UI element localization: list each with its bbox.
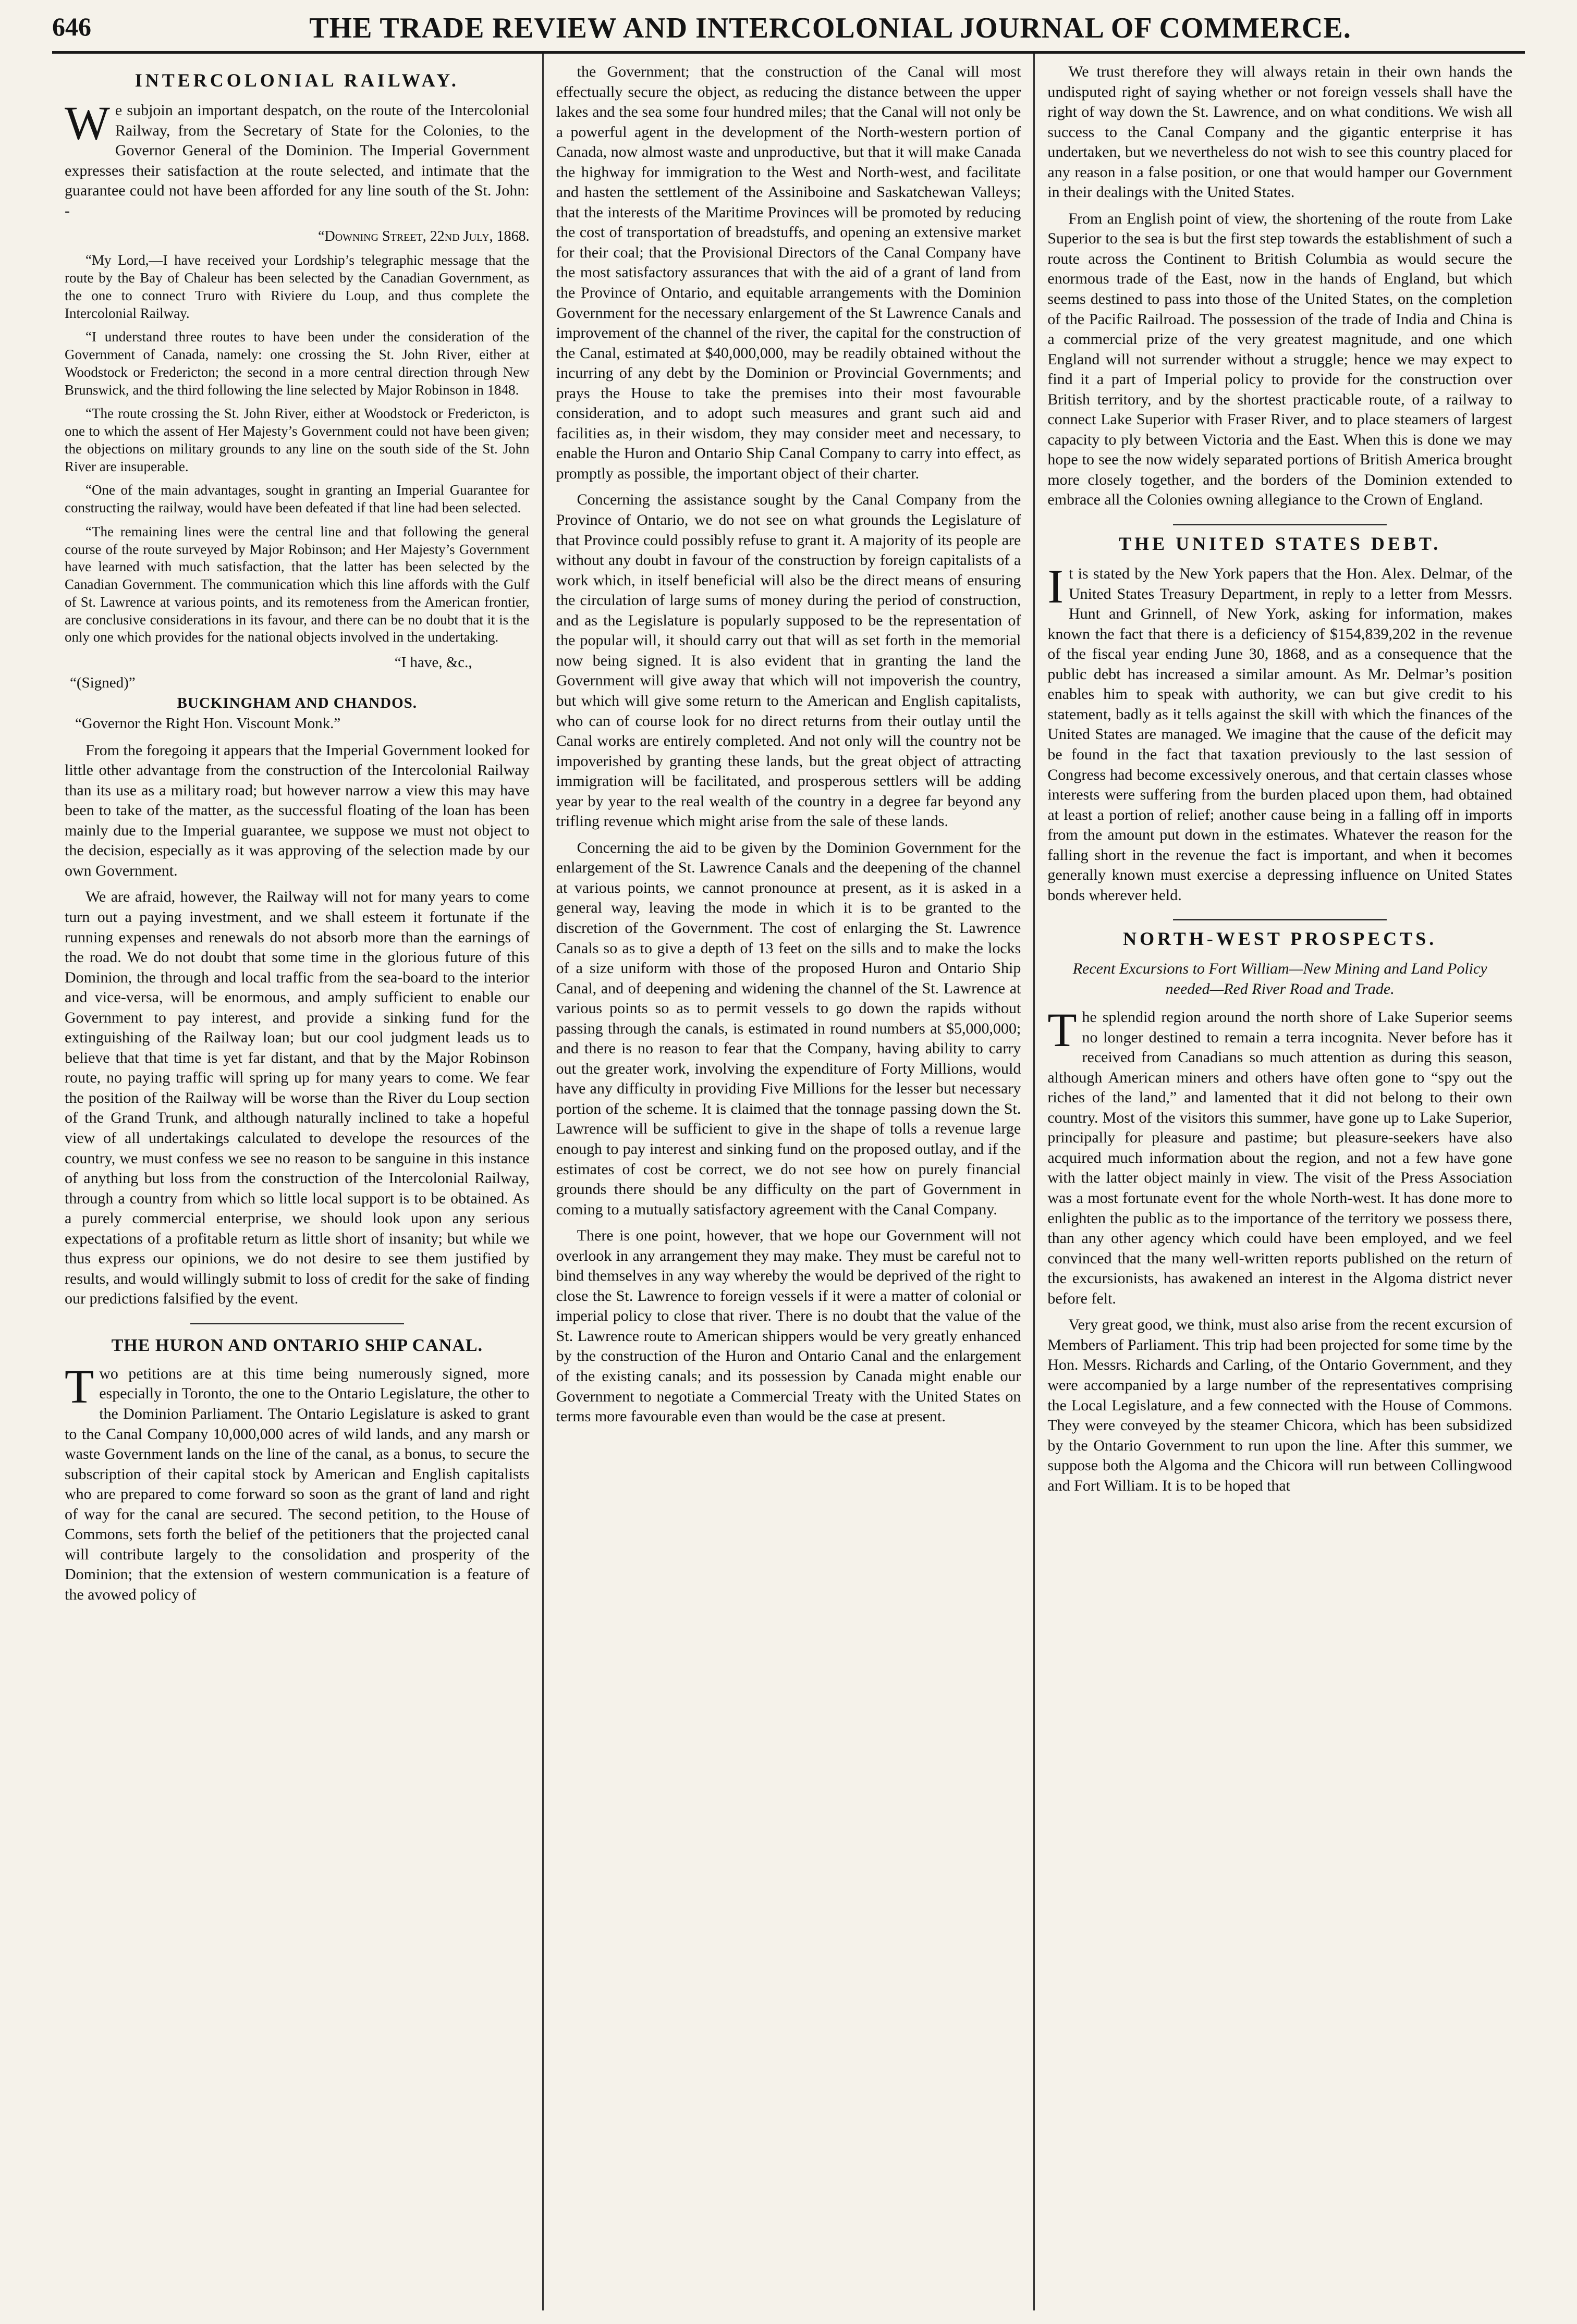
page-number: 646 <box>52 12 91 41</box>
article-heading-united-states-debt: THE UNITED STATES DEBT. <box>1119 533 1441 555</box>
article-heading-north-west-prospects: NORTH-WEST PROSPECTS. <box>1123 928 1437 950</box>
section-divider <box>1173 524 1387 525</box>
signatory: BUCKINGHAM AND CHANDOS. <box>177 695 418 712</box>
article-columns <box>52 54 1525 2310</box>
article-paragraph: Concerning the assistance sought by the Canal Company from the Province of Ontario, we do not see on what grounds the Legislature of that Province could possibly refuse to grant it. A majority of its people are without any doubt in favour of the construction by foreign capitalists of a work which, in itself beneficial will also be the direct means of ensuring the circulation of large sums of money during the period of construction, and as the Legislature is popularly supposed to be the representation of the popular will, it should carry out that will as set forth in the memorial now being signed. It is also evident that in granting the land the Government will give away that which will not impoverish the country, but which will give some return to the American and English capitalists, who can of course look for no direct returns from their outlay until the Canal works are entirely completed. And not only will the country not be impoverished by granting these lands, but the great object of attracting immigration will be facilitated, and prosperous settlers will be adding year by year to the real wealth of the country in a degree far beyond any trifling revenue which might arise from the sale of these lands. <box>556 491 1021 830</box>
letter-dateline: “Downing Street, 22nd July, 1868. <box>318 228 530 245</box>
article-heading-ship-canal: THE HURON AND ONTARIO SHIP CANAL. <box>111 1335 483 1355</box>
signoff-line: “(Signed)” <box>70 674 136 692</box>
article-paragraph: From the foregoing it appears that the Imperial Government looked for little other advantage from the construction of the Intercolonial Railway than its use as a military road; but however narrow a view this may have been to take of the matter, as the successful floating of the loan has been mainly due to the Imperial guarantee, we suppose we must not object to the decision, especially as it was approving of the selection made by our own Government. <box>65 741 530 879</box>
journal-title: THE TRADE REVIEW AND INTERCOLONIAL JOURNAL OF COMMERCE. <box>309 12 1351 44</box>
article-paragraph: Two petitions are at this time being numerously signed, more especially in Toronto, the one to the Ontario Legislature, the other to the Dominion Parliament. The Ontario Legislature is asked to grant to the Canal Company 10,000,000 acres of wild lands, and any marsh or waste Government lands on the line of the canal, as a bonus, to secure the subscription of their capital stock by American and English capitalists who are prepared to come forward so soon as the grant of land and right of way for the canal are secured. The second petition, to the House of Commons, sets forth the belief of the petitioners that the projected canal will contribute largely to the consolidation and prosperity of the Dominion; that the extension of western communication is a feature of the avowed policy of <box>65 1359 530 1603</box>
article-paragraph: We trust therefore they will always retain in their own hands the undisputed right of saying whether or not foreign vessels shall have the right of way down the St. Lawrence, and on what conditions. We wish all success to the Canal Company and the gigantic enterprise it has undertaken, but we nevertheless do not wish to see this country placed for any reason in a false position, or one that would hamper our Government in their dealings with the United States. <box>1047 63 1513 201</box>
letter-paragraph: “The route crossing the St. John River, either at Woodstock or Fredericton, is one to which the assent of Her Majesty’s Government could not have been given; the objections on military grounds to any line on the south side of the St. John River are insuperable. <box>65 405 530 474</box>
article-paragraph: There is one point, however, that we hope our Government will not overlook in any arrangement they may make. They must be careful not to bind themselves in any way whereby the would be deprived of the right to close the St. Lawrence to foreign vessels if it were a matter of colonial or imperial policy to close that river. There is no doubt that the value of the St. Lawrence route to American shippers would be very greatly enhanced by the construction of the Huron and Ontario Canal and the enlargement of the existing canals; and its possession by Canada might enable our Government to negotiate a Commercial Treaty with the United States on terms more favourable even than would be the case at present. <box>556 1227 1021 1425</box>
article-heading-intercolonial-railway: INTERCOLONIAL RAILWAY. <box>135 70 459 91</box>
section-divider <box>1173 919 1387 920</box>
letter-paragraph: “My Lord,—I have received your Lordship’s telegraphic message that the route by the Bay of Chaleur has been selected by the Canadian Government, as the one to connect Truro with Riviere du Loup, and thus complete the Intercolonial Railway. <box>65 252 530 321</box>
letter-signoff <box>65 653 530 734</box>
running-head <box>52 5 1525 54</box>
letter-paragraph: “The remaining lines were the central line and that following the general course of the route surveyed by Major Robinson; and Her Majesty’s Government have learned with much satisfaction, that the latter has been selected by the Canadian Government. The communication which this line affords with the Gulf of St. Lawrence at various points, and its remoteness from the American frontier, are conclusive considerations in its favour, and there can be no doubt that it is the only one which provides for the national objects involved in the undertaking. <box>65 523 530 645</box>
article-paragraph: The splendid region around the north shore of Lake Superior seems no longer destined to remain a terra incognita. Never before has it received from Canadians so much attention as during this season, although American miners and others have often gone to “spy out the riches of the land,” and lamented that it did not belong to their own country. Most of the visitors this summer, have gone up to Lake Superior, principally for pleasure and pastime; but pleasure-seekers have also acquired much information about the region, and not a few have gone with the latter object mainly in view. The visit of the Press Association was a most fortunate event for the whole North-west. It has done more to enlighten the public as to the importance of the territory we possess there, than any other agency which could have been employed, and we feel convinced that the many well-written reports published on the return of the excursionists, has awakened an interest in the Algoma district never before felt. <box>1047 1003 1513 1307</box>
letter-paragraph: “I understand three routes to have been under the consideration of the Government of Canada, namely: one crossing the St. John River, either at Woodstock or Fredericton; the second in a more central direction through New Brunswick, and the third following the line selected by Major Robinson in 1848. <box>65 329 530 398</box>
column-2 <box>542 54 1034 2310</box>
addressee: “Governor the Right Hon. Viscount Monk.” <box>75 715 341 732</box>
article-paragraph: Concerning the aid to be given by the Dominion Government for the enlargement of the St. Lawrence Canals and the deepening of the channel at various points, we cannot pronounce at present, as it is asked in a general way, leaving the mode in which it is to be granted to the discretion of the Government. The cost of enlarging the St. Lawrence Canals so as to give a depth of 13 feet on the sills and to make the locks of a size uniform with those of the proposed Huron and Ontario Ship Canal, and of deepening and widening the channel of the St. Lawrence at various points so as to permit vessels to go down the rapids without passing through the canals, is estimated in round numbers at $5,000,000; and there is no reason to fear that the Company, having ability to carry out the greater work, involving the expenditure of Forty Millions, would have any difficulty in providing Five Millions for the lesser but necessary portion of the scheme. It is claimed that the tonnage passing down the St. Lawrence will be sufficient to give in the shape of tolls a revenue large enough to pay interest and sinking fund on the proposed outlay, and if the estimates of cost be correct, we do not see how on purely financial grounds there should be any difficulty on the part of Government in coming to a mutually satisfactory agreement with the Canal Company. <box>556 839 1021 1218</box>
column-1 <box>52 54 542 2310</box>
article-subheading: Recent Excursions to Fort William—New Mining and Land Policy needed—Red River Road and Trade. <box>1072 960 1487 998</box>
letter-paragraph: “One of the main advantages, sought in granting an Imperial Guarantee for constructing the railway, would have been defeated if that line had been selected. <box>65 482 530 516</box>
signoff-line: “I have, &c., <box>394 654 472 671</box>
article-paragraph: It is stated by the New York papers that the Hon. Alex. Delmar, of the United States Treasury Department, in reply to a letter from Messrs. Hunt and Grinnell, of New York, asking for information, makes known the fact that there is a deficiency of $154,839,202 in the revenue of the fiscal year ending June 30, 1868, and as a consequence that the public debt has increased a similar amount. As Mr. Delmar’s position enables him to speak with authority, we can but give credit to his statement, badly as it tells against the skill with which the finances of the United States are managed. We imagine that the cause of the deficit may be found in the fact that taxation previously to the last session of Congress had become excessively onerous, and that certain classes whose interests were suffering from the burden placed upon them, had obtained at least a portion of relief; another cause being in a falling off in imports from the amount put down in the estimates. Whatever the reason for the falling short in the revenue the fact is important, and when it becomes generally known must exercise a depressing influence on United States bonds wherever held. <box>1047 560 1513 904</box>
article-paragraph: From an English point of view, the shortening of the route from Lake Superior to the sea is but the first step towards the establishment of such a route across the Continent to British Columbia as would secure the enormous trade of the East, now in the hands of England, but which seems destined to pass into those of the United States, on the completion of the Pacific Railroad. The possession of the trade of India and China is a commercial prize of the very greatest magnitude, and one which England will not surrender without a struggle; hence we may expect to find it a part of Imperial policy to provide for the construction over British territory, and by the shortest practicable route, of a railway to connect Lake Superior with Fraser River, and to place steamers of largest capacity to ply between Victoria and the East. When this is done we may hope to see the now widely separated portions of British America brought more closely together, and the borders of the Dominion extended to embrace all the Colonies owning allegiance to the Crown of England. <box>1047 210 1513 509</box>
article-paragraph: We are afraid, however, the Railway will not for many years to come turn out a paying investment, and we shall esteem it fortunate if the running expenses and renewals do not absorb more than the earnings of the road. We do not doubt that some time in the glorious future of this Dominion, the through and local traffic from the sea-board to the interior and vice-versa, will be enormous, and amply sufficient to enable our Government to pay interest, and provide a sinking fund for the extinguishing of the Railway loan; but our cool judgment leads us to believe that that time is yet far distant, and that by the Major Robinson route, no paying traffic will spring up for many years to come. We fear the position of the Railway will be worse than the River du Loup section of the Grand Trunk, and although naturally inclined to take a hopeful view of all undertakings calculated to develope the resources of the country, we must confess we see no reason to be sanguine in this instance of anything but loss from the construction of the Intercolonial Railway, through a country from which so little local support is to be obtained. As a purely commercial enterprise, we should look upon any serious expectations of a profitable return as little short of insanity; but while we thus express our opinions, we do not desire to see them justified by results, and would willingly submit to loss of credit for the sake of finding our predictions falsified by the event. <box>65 888 530 1308</box>
column-3 <box>1033 54 1525 2310</box>
article-paragraph: Very great good, we think, must also arise from the recent excursion of Members of Parliament. This trip had been projected for some time by the Hon. Messrs. Richards and Carling, of the Ontario Government, and they were accompanied by a large number of the representatives comprising the Local Legislature, and a few connected with the House of Commons. They were conveyed by the steamer Chicora, which has been subsidized by the Ontario Government to run upon the line. After this summer, we suppose both the Algoma and the Chicora will run between Collingwood and Fort William. It is to be hoped that <box>1047 1316 1513 1494</box>
despatch-letter <box>65 227 530 646</box>
section-divider <box>190 1323 404 1324</box>
article-paragraph: We subjoin an important despatch, on the route of the Intercolonial Railway, from the Secretary of State for the Colonies, to the Governor General of the Dominion. The Imperial Government expresses their satisfaction at the route selected, and intimate that the guarantee could not have been afforded for any line south of the St. John: - <box>65 96 530 219</box>
article-paragraph: the Government; that the construction of the Canal will most effectually secure the object, as reducing the distance between the upper lakes and the sea some four hundred miles; that the Canal will not only be a powerful agent in the development of the North-western portion of Canada, now almost waste and unproductive, but that it will make Canada the highway for immigration to the West and North-west, and facilitate and hasten the settlement of the Assiniboine and Saskatchewan Valleys; that the interests of the Maritime Provinces will be promoted by reducing the cost of transportation of breadstuffs, and opening an extensive market for their coal; that the Provisional Directors of the Canal Company have the most satisfactory assurances that with the aid of a grant of land from the Province of Ontario, and equitable arrangements with the Dominion Government for the necessary enlargement of the St Lawrence Canals and improvement of the channel of the river, the capital for the construction of the Canal, estimated at $40,000,000, may be readily obtained without the incurring of any debt by the Dominion or Provincial Governments; and prays the House to take the premises into their most favourable consideration, and to adopt such measures and grant such aid and facilities as, in their wisdom, they may consider meet and necessary, to enable the Huron and Ontario Ship Canal Company to carry into effect, as promptly as possible, the important object of their charter. <box>556 63 1021 482</box>
